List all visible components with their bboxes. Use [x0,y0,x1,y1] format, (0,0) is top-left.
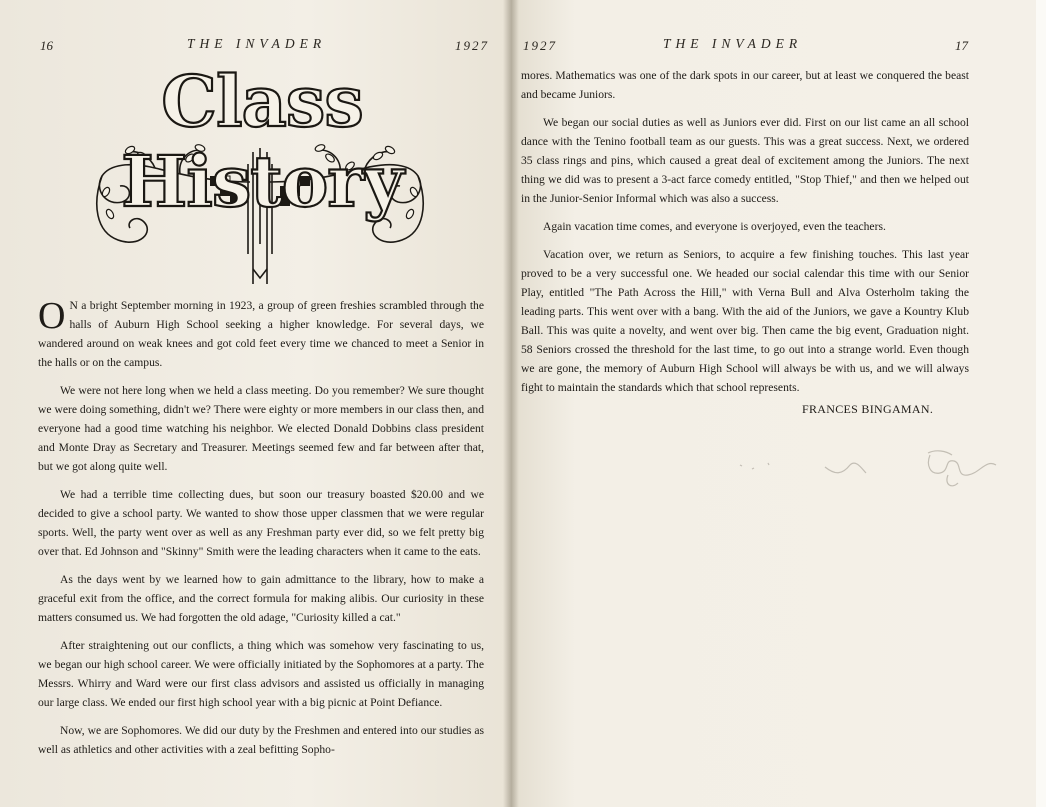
drop-cap: O [38,295,66,337]
left-running-header: THE INVADER [187,36,327,51]
class-history-title: Class History [121,60,403,223]
paragraph: Again vacation time comes, and everyone is overjoyed, even the teachers. [543,220,886,233]
book-gutter [503,0,519,807]
paragraph: We had a terrible time collecting dues, but soon our treasury boasted $20.00 and we decided to give a school party. We wanted to show those upper classmen that we were regular sports. Well, the party went over as well as any Freshman party ever did, so we felt pretty big over that. Ed Johnson and "Skinny" Smith were the leading characters when it came to the eats. [38,488,484,558]
paragraph: O N a bright September morning in 1923, a group of green freshies scrambled through the halls of Auburn High School seeking a higher knowledge. For several days, we wandered around on weak knees and got cold feet every time we chanced to meet a Senior in the halls or on the campus. [38,295,484,369]
faint-pencil-scribble [730,445,1020,495]
page-edge [1036,0,1046,807]
paragraph: mores. Mathematics was one of the dark spots in our career, but at least we conquered the beast and became Juniors. [521,69,969,101]
left-page [0,0,511,807]
left-page-number: 16 [40,38,53,53]
right-body-text [521,66,969,406]
paragraph: Vacation over, we return as Seniors, to acquire a few finishing touches. This last year proved to be a very successful one. We headed our social calendar this time with our Senior Play, entitled "The Path Across the Hill," with Verna Bull and Alva Osterholm taking the leading parts. This went over with a bang. With the aid of the Juniors, we gave a Kountry Klub Ball. This was quite a novelty, and went over big. Then came the big event, Graduation night. 58 Seniors crossed the threshold for the last time, to go out into a strange world. Even though we are gone, the memory of Auburn High School will always be with us, and we will always fight to maintain the standards which that school represents. [521,248,969,394]
left-body-text [38,296,484,768]
right-page-number: 17 [955,38,968,53]
paragraph: We began our social duties as well as Juniors ever did. First on our list came an all school dance with the Tenino football team as our guests. This was a great success. Next, we ordered 35 class rings and pins, which caused a great deal of excitement among the Juniors. The next thing we did was to present a 3-act farce comedy entitled, "Stop Thief," and then we helped out in the Junior-Senior Informal which was also a success. [521,116,969,205]
paragraph: Now, we are Sophomores. We did our duty by the Freshmen and entered into our studies as well as athletics and other activities with a zeal befitting Sopho- [38,724,484,756]
paragraph: As the days went by we learned how to gain admittance to the library, how to make a graceful exit from the office, and the correct formula for making alibis. Our curiosity in these matters consumed us. We had forgotten the old adage, "Curiosity killed a cat." [38,573,484,624]
paragraph: We were not here long when we held a class meeting. Do you remember? We sure thought we were doing something, didn't we? There were eighty or more members in our class then, and everyone had a good time watching his neighbor. We elected Donald Dobbins class president and Monte Dray as Secretary and Treasurer. Meetings seemed few and far between after that, but we got along quite well. [38,384,484,473]
right-running-header: THE INVADER [663,36,803,51]
author-signature-line: FRANCES BINGAMAN. [802,402,934,416]
left-header-year: 1927 [455,38,489,53]
right-header-year: 1927 [523,38,557,53]
paragraph: After straightening out our conflicts, a thing which was somehow very fascinating to us, we began our high school career. We were officially initiated by the Sophomores at a party. The Messrs. Whirry and Ward were our first class advisors and assisted us officially in managing our large class. We ended our first high school year with a big picnic at Point Defiance. [38,639,484,709]
